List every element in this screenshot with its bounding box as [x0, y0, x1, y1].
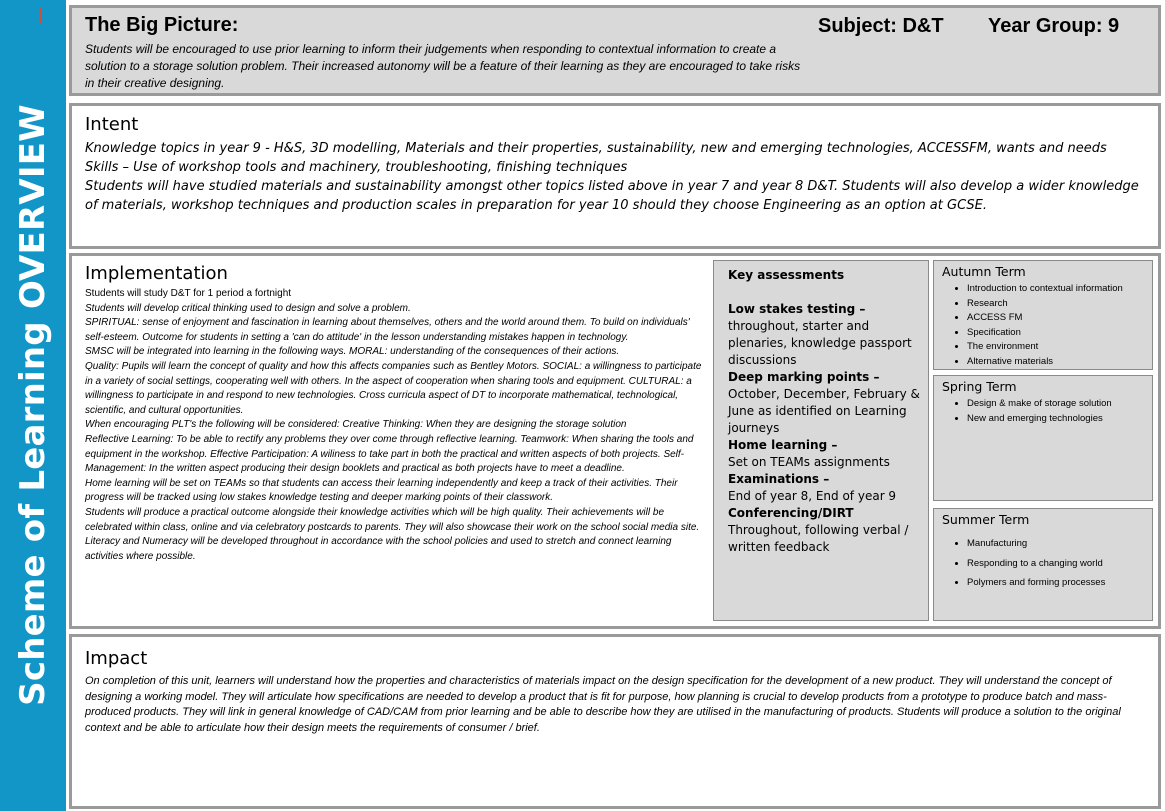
spring-term-list [944, 396, 1112, 426]
term-list-item: • ACCESS FM [967, 311, 1123, 326]
sidebar-marker [40, 8, 41, 24]
term-list-item: • Responding to a changing world [967, 554, 1105, 574]
intent-line: Students will have studied materials and sustainability amongst other topics listed above in year 7 and year 8 D&T. Students will also develop a wider knowledge of materials, workshop techniques and production scales in preparation for year 10 should they choose Engineering as an option at GCSE. [85, 179, 1139, 213]
assessment-label: Low stakes testing [728, 302, 856, 316]
implementation-first-line: Students will study D&T for 1 period a fortnight [85, 288, 292, 299]
assessment-separator: – [827, 438, 838, 452]
implementation-body [85, 287, 705, 564]
term-list-item: • Specification [967, 326, 1123, 341]
intent-line: Knowledge topics in year 9 - H&S, 3D modelling, Materials and their properties, sustainability, new and emerging technologies, ACCESSFM, wants and needs [85, 141, 1107, 156]
spring-term-panel [933, 375, 1153, 501]
assessment-label: Deep marking points [728, 370, 870, 384]
assessment-item [728, 301, 920, 369]
assessment-label: Conferencing/DIRT [728, 506, 854, 520]
autumn-term-panel [933, 260, 1153, 370]
term-list-item: • Polymers and forming processes [967, 573, 1105, 593]
implementation-paragraph: Students will produce a practical outcome alongside their knowledge activities which will be high quality. Their achievements will be celebrated within class, online and via celebratory postcards to parents. They will also showcase their work on the school social media site. [85, 506, 700, 533]
summer-term-list [944, 534, 1105, 593]
implementation-paragraph: SMSC will be integrated into learning in the following ways. MORAL: understanding of the consequences of their actions. [85, 346, 620, 358]
big-picture-text: Students will be encouraged to use prior learning to inform their judgements when responding to contextual information to create a solution to a storage solution problem. Their increased autonomy will be a feature of their learning as they are encouraged to take risks in their creative designing. [85, 42, 801, 90]
key-assessments-panel [713, 260, 929, 621]
assessment-label: Home learning [728, 438, 828, 452]
term-list-item: • Introduction to contextual information [967, 282, 1123, 297]
assessment-item [728, 505, 920, 556]
spring-term-title: Spring Term [942, 379, 1017, 394]
summer-term-title: Summer Term [942, 512, 1030, 527]
intent-section [69, 103, 1161, 249]
impact-text: On completion of this unit, learners will understand how the properties and characteristics of materials impact on the design specification for the development of a new product. They will understand the concept of designing a working model. They will articulate how specifications are needed to develop a product that is fit for purpose, how planning is crucial to develop products from a prototype to produce batch and mass-produced products. They will link in general knowledge of CAD/CAM from prior learning and be able to describe how they are utilised in the manufacturing of products. Students will produce a solution to the original context and be able to articulate how their design meets the requirements of consumer / brief. [85, 675, 1121, 734]
term-list-item: • Alternative materials [967, 355, 1123, 370]
term-list-item: • New and emerging technologies [967, 411, 1112, 426]
implementation-title: Implementation [85, 263, 228, 284]
implementation-paragraph: Reflective Learning: To be able to rectify any problems they over come through reflective learning. Teamwork: When sharing the tools and equipment in the workshop. Effective Participation: A wiliness to take part in both the practical and written aspects of both projects. Self-Management: In the written aspect producing their design booklets and practical as both projects have to meet a deadline. [85, 433, 694, 475]
intent-line: Skills – Use of workshop tools and machinery, troubleshooting, finishing techniques [85, 160, 628, 175]
assessment-item [728, 437, 920, 471]
autumn-term-list [944, 282, 1123, 370]
sidebar [0, 0, 66, 811]
term-list-item: • Manufacturing [967, 534, 1105, 554]
sidebar-title: Scheme of Learning OVERVIEW [13, 104, 53, 706]
big-picture-section [69, 5, 1161, 96]
implementation-paragraph: Literacy and Numeracy will be developed throughout in accordance with the school policies and used to stretch and connect learning activities where possible. [85, 536, 672, 562]
assessment-item [728, 471, 920, 505]
subject-label: Subject: D&T [818, 15, 944, 37]
assessment-text: Throughout, following verbal / written feedback [728, 523, 909, 554]
impact-section [69, 634, 1161, 809]
intent-title: Intent [85, 114, 139, 135]
assessment-item [728, 369, 920, 437]
assessment-text: throughout, starter and plenaries, knowledge passport discussions [728, 319, 912, 367]
implementation-paragraph: When encouraging PLT's the following will be considered: Creative Thinking: When they are designing the storage solution [85, 419, 627, 431]
year-group-label: Year Group: 9 [988, 15, 1120, 37]
assessment-separator: – [869, 370, 880, 384]
assessment-label: Examinations [728, 472, 820, 486]
assessment-separator: – [819, 472, 830, 486]
term-list-item: • Design & make of storage solution [967, 396, 1112, 411]
big-picture-title: The Big Picture: [85, 14, 239, 36]
assessment-separator: – [855, 302, 866, 316]
implementation-paragraph: Home learning will be set on TEAMs so that students can access their learning independently and keep a track of their activities. Their progress will be tracked using low stakes knowledge testing and deeper marking points of their classwork. [85, 477, 678, 504]
assessment-text: Set on TEAMs assignments [728, 455, 890, 469]
implementation-paragraph: Students will develop critical thinking used to design and solve a problem. [85, 302, 411, 314]
assessment-text: October, December, February & June as identified on Learning journeys [728, 387, 920, 435]
implementation-paragraph: SPIRITUAL: sense of enjoyment and fascination in learning about themselves, others and the world around them. To build on individuals' self-esteem. Outcome for students in setting a 'can do attitude' in the lesson understanding mistakes happen in technology. [85, 317, 690, 343]
autumn-term-title: Autumn Term [942, 264, 1026, 279]
term-list-item: • The environment [967, 340, 1123, 355]
assessment-text: End of year 8, End of year 9 [728, 489, 897, 503]
impact-title: Impact [85, 648, 148, 669]
term-list-item: • Research [967, 297, 1123, 312]
intent-lines [85, 139, 1145, 215]
key-assessments-title: Key assessments [728, 268, 845, 282]
summer-term-panel [933, 508, 1153, 621]
implementation-paragraph: Quality: Pupils will learn the concept of quality and how this affects companies such as Bentley Motors. SOCIAL: a willingness to participate in a variety of social settings, cooperating well with others. In the aspect of cooperation when sharing tools and equipment. CULTURAL: a willingness to participate in and respond to new technologies. Cross curricula aspect of DT to incorporate mathematical, technological, scientific, and cultural opportunities. [85, 360, 702, 416]
